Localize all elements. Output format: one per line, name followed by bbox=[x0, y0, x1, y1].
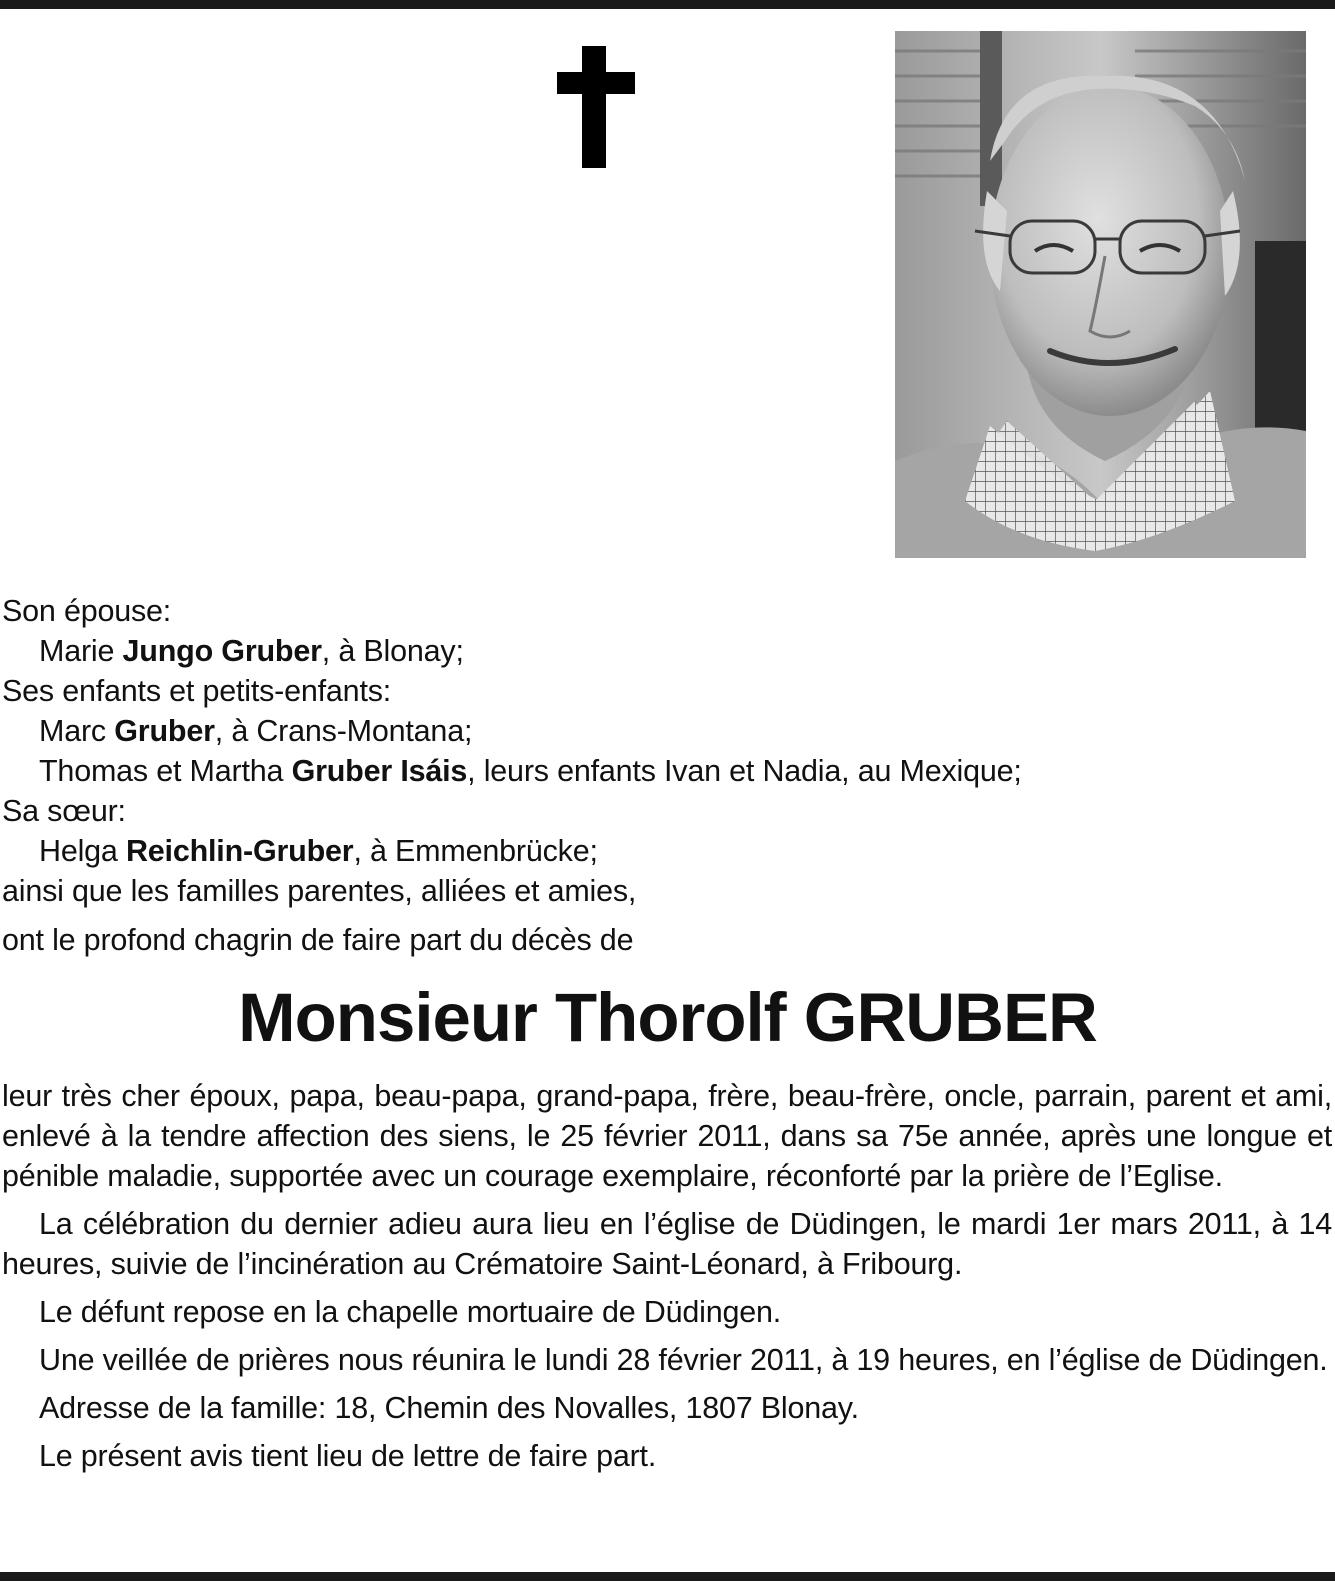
notice-body bbox=[2, 1076, 1332, 1476]
body-paragraph-closing: Le présent avis tient lieu de lettre de faire part. bbox=[39, 1439, 657, 1473]
cross-icon bbox=[557, 46, 635, 168]
deceased-name: Monsieur Thorolf GRUBER bbox=[238, 979, 1097, 1056]
family-member-child-1: Marc Gruber, à Crans-Montana; bbox=[39, 714, 473, 748]
family-member-sister: Helga Reichlin-Gruber, à Emmenbrücke; bbox=[39, 834, 598, 868]
family-heading-children: Ses enfants et petits-enfants: bbox=[2, 674, 392, 708]
intro-line: ont le profond chagrin de faire part du décès de bbox=[2, 923, 634, 957]
family-member-child-2: Thomas et Martha Gruber Isáis, leurs enfants Ivan et Nadia, au Mexique; bbox=[39, 754, 1022, 788]
body-paragraph-address: Adresse de la famille: 18, Chemin des Novalles, 1807 Blonay. bbox=[39, 1391, 859, 1425]
family-list bbox=[2, 591, 1332, 911]
body-paragraph-chapel: Le défunt repose en la chapelle mortuaire de Düdingen. bbox=[39, 1295, 782, 1329]
body-paragraph-ceremony: La célébration du dernier adieu aura lieu en l’église de Düdingen, le mardi 1er mars 2011, à 14 heures, suivie de l’incinération au Crématoire Saint-Léonard, à Fribourg. bbox=[2, 1207, 1332, 1281]
family-heading-sister: Sa sœur: bbox=[2, 794, 126, 828]
family-heading-spouse: Son épouse: bbox=[2, 594, 172, 628]
portrait-photo bbox=[895, 31, 1306, 558]
top-rule bbox=[0, 0, 1335, 9]
family-heading-relatives: ainsi que les familles parentes, alliées et amies, bbox=[2, 874, 637, 908]
body-paragraph-tribute: leur très cher époux, papa, beau-papa, grand-papa, frère, beau-frère, oncle, parrain, parent et ami, enlevé à la tendre affection des siens, le 25 février 2011, dans sa 75e année, après une longue et pénible maladie, supportée avec un courage exemplaire, réconforté par la prière de l’Eglise. bbox=[2, 1079, 1332, 1193]
bottom-rule bbox=[0, 1572, 1335, 1581]
body-paragraph-vigil: Une veillée de prières nous réunira le lundi 28 février 2011, à 19 heures, en l’église de Düdingen. bbox=[39, 1343, 1328, 1377]
family-member-spouse: Marie Jungo Gruber, à Blonay; bbox=[39, 634, 464, 668]
